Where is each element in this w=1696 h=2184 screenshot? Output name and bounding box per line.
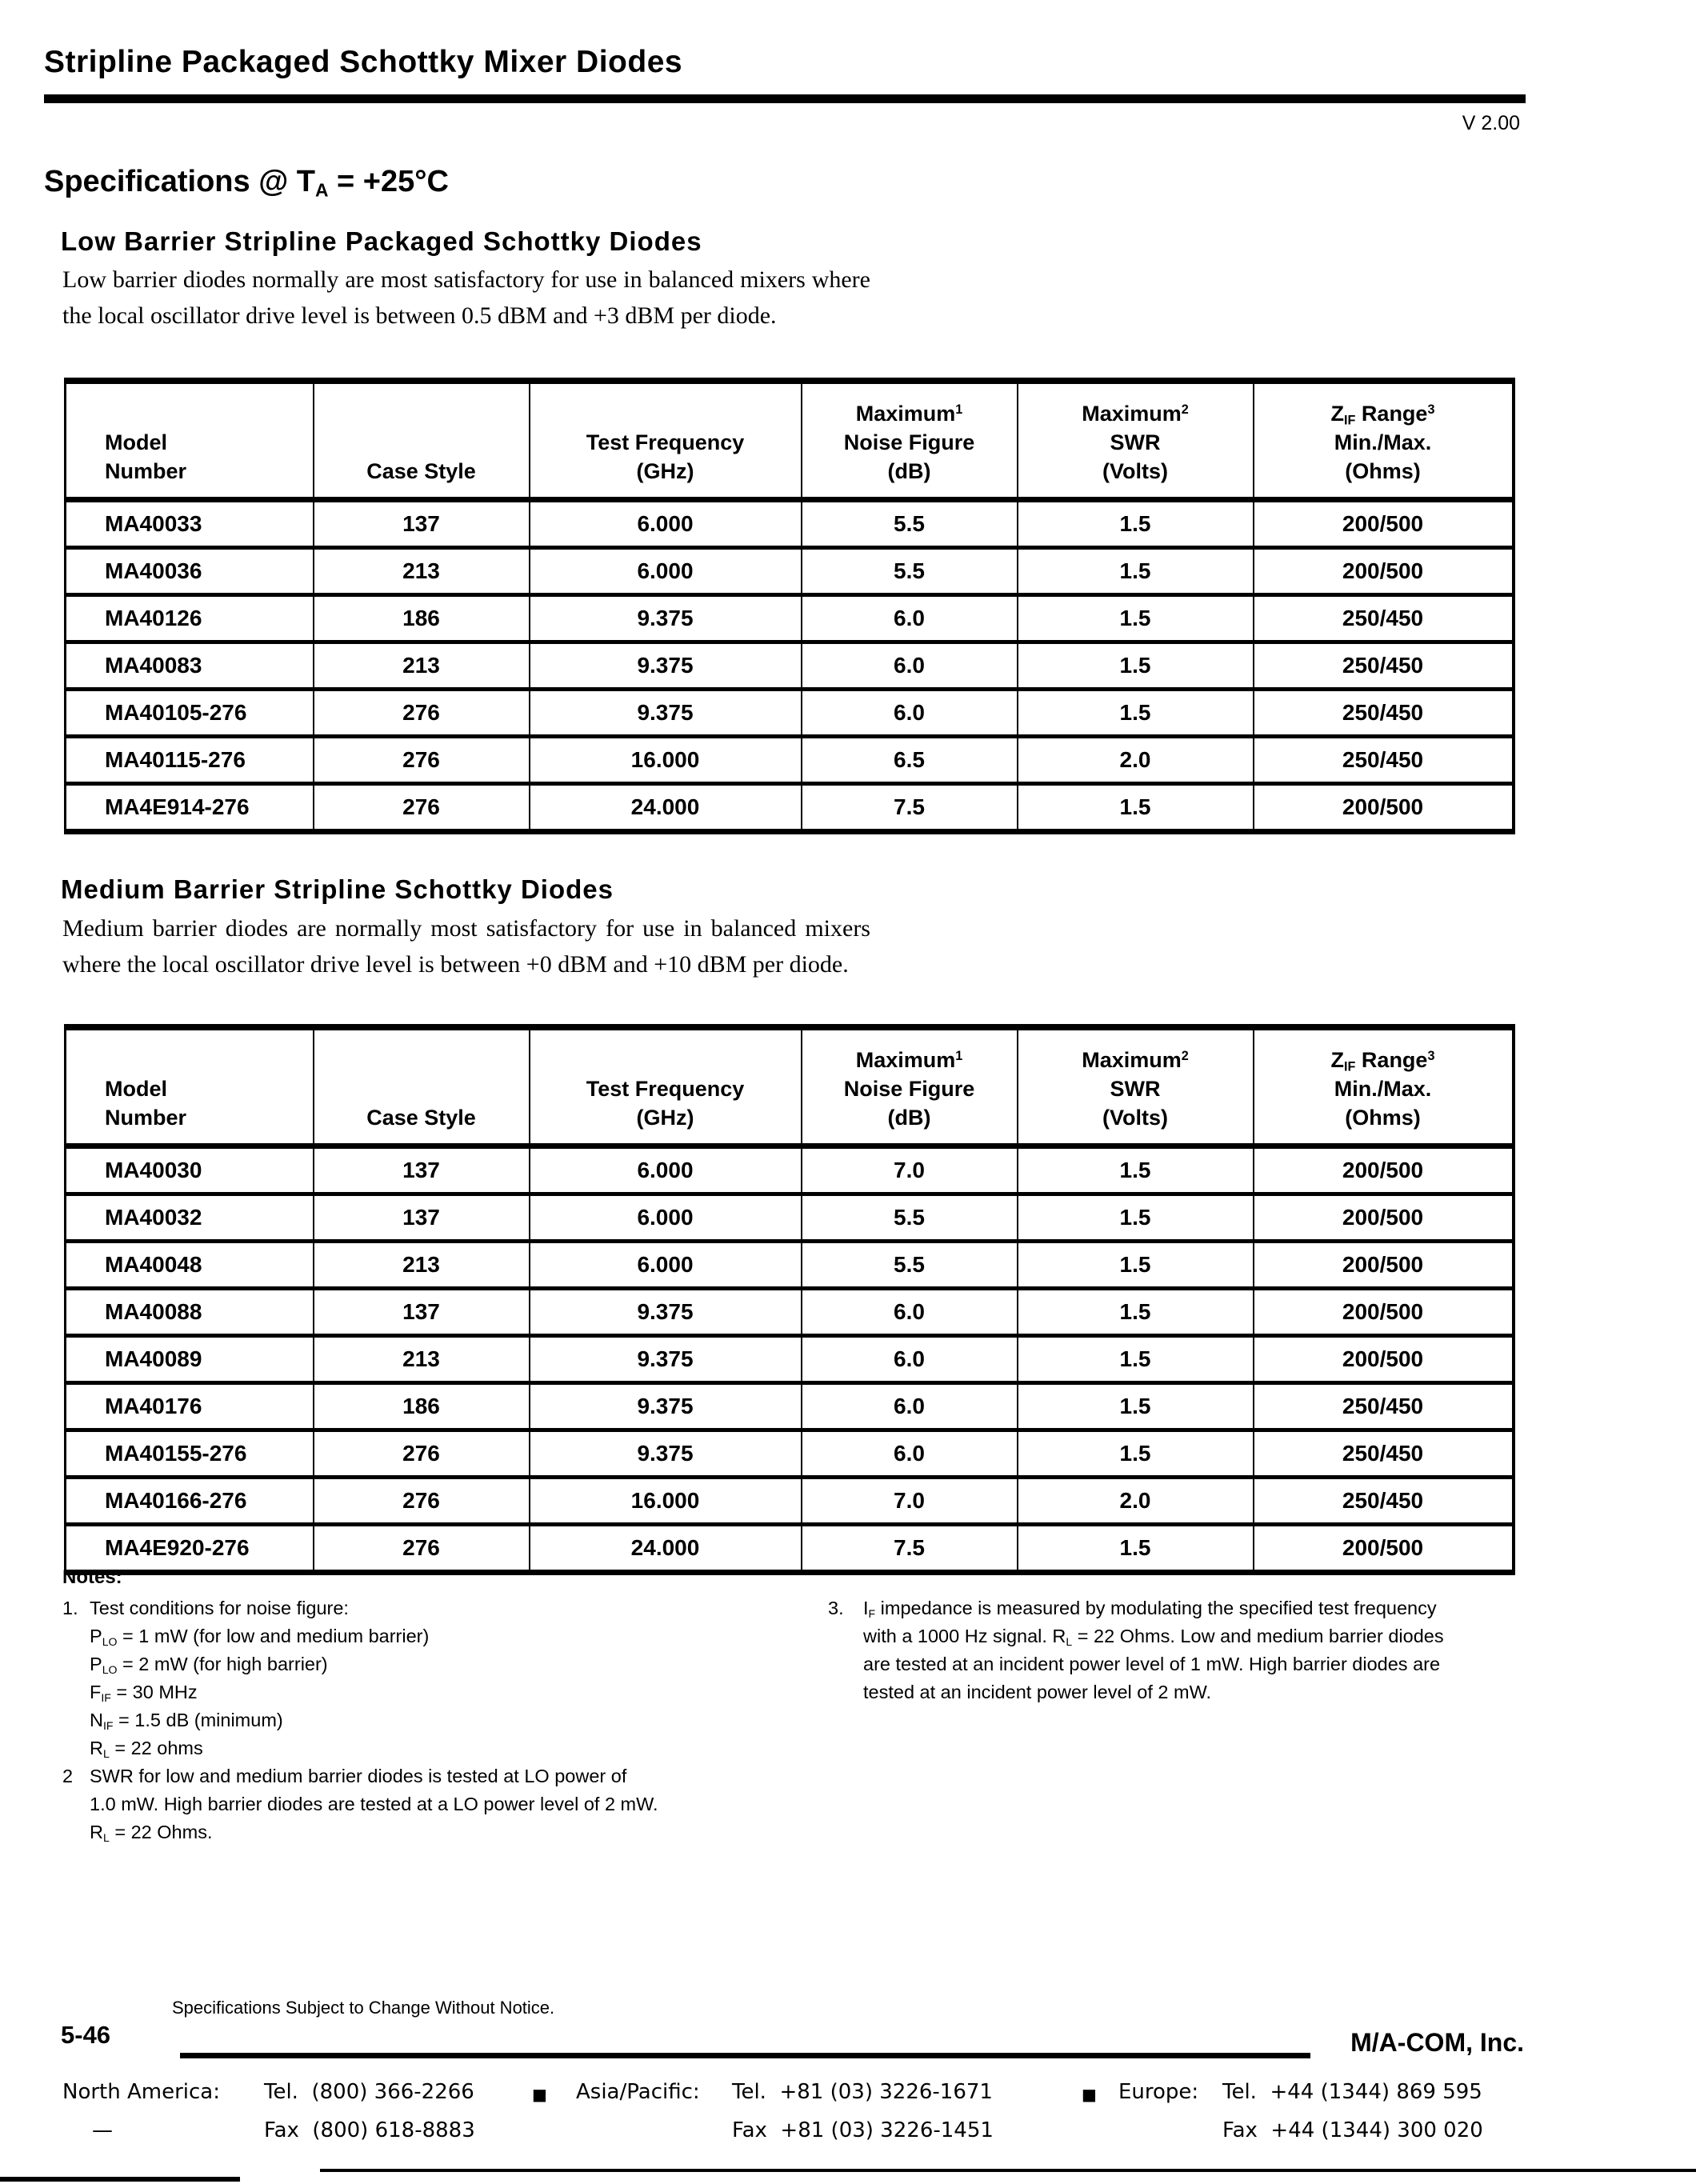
header-model-line1: Model bbox=[105, 430, 167, 454]
cell-zif-range: 250/450 bbox=[1254, 595, 1514, 642]
table-row bbox=[66, 642, 1514, 690]
column-header-zif-range bbox=[1254, 1027, 1514, 1146]
cell-zif-range: 250/450 bbox=[1254, 642, 1514, 690]
cell-case-style: 213 bbox=[314, 548, 530, 595]
company-name: M/A-COM, Inc. bbox=[1350, 2028, 1524, 2057]
cell-zif-range: 200/500 bbox=[1254, 500, 1514, 548]
header-swr-max: Maximum bbox=[1082, 1048, 1182, 1072]
cell-noise-figure: 7.5 bbox=[802, 784, 1018, 832]
cell-zif-range: 200/500 bbox=[1254, 1242, 1514, 1289]
header-nf-line3: (dB) bbox=[887, 1106, 931, 1130]
cell-noise-figure: 6.0 bbox=[802, 690, 1018, 737]
note-3-line4: tested at an incident power level of 2 mW. bbox=[863, 1682, 1211, 1702]
column-header-case-style: Case Style bbox=[314, 381, 530, 500]
cell-noise-figure: 7.0 bbox=[802, 1146, 1018, 1194]
cell-case-style: 137 bbox=[314, 1146, 530, 1194]
column-header-noise-figure bbox=[802, 381, 1018, 500]
header-freq-line1: Test Frequency bbox=[586, 1077, 745, 1101]
cell-model-number: MA40089 bbox=[66, 1336, 314, 1383]
header-zif-line3: (Ohms) bbox=[1345, 459, 1421, 483]
dash-north-america: — bbox=[92, 2118, 113, 2142]
column-header-test-frequency bbox=[530, 1027, 802, 1146]
cell-test-frequency: 6.000 bbox=[530, 1242, 802, 1289]
note-1-line-plo1: $P_{LO} = 1$ mW (for low and medium barrier) bbox=[90, 1626, 430, 1648]
note-1-text: Test conditions for noise figure: bbox=[90, 1598, 349, 1618]
medium-barrier-heading: Medium Barrier Stripline Schottky Diodes bbox=[61, 874, 614, 904]
cell-noise-figure: 6.0 bbox=[802, 595, 1018, 642]
cell-model-number: MA4E914-276 bbox=[66, 784, 314, 832]
version-label: V 2.00 bbox=[1462, 112, 1520, 134]
cell-noise-figure: 5.5 bbox=[802, 548, 1018, 595]
cell-swr: 1.5 bbox=[1018, 1525, 1254, 1573]
note-2-number: 2 bbox=[62, 1766, 74, 1786]
footer-rule bbox=[180, 2053, 1310, 2058]
cell-swr: 1.5 bbox=[1018, 1194, 1254, 1242]
low-barrier-table bbox=[64, 378, 1515, 834]
cell-noise-figure: 5.5 bbox=[802, 1194, 1018, 1242]
header-swr-footnote: 2 bbox=[1181, 1049, 1189, 1064]
header-zif-range: Range bbox=[1355, 1048, 1428, 1072]
cell-swr: 1.5 bbox=[1018, 548, 1254, 595]
column-header-case-style: Case Style bbox=[314, 1027, 530, 1146]
cell-model-number: MA40155-276 bbox=[66, 1430, 314, 1478]
table-row bbox=[66, 1525, 1514, 1573]
cell-test-frequency: 6.000 bbox=[530, 1194, 802, 1242]
table-row bbox=[66, 737, 1514, 784]
cell-noise-figure: 6.0 bbox=[802, 1430, 1018, 1478]
cell-case-style: 186 bbox=[314, 595, 530, 642]
header-zif-line3: (Ohms) bbox=[1345, 1106, 1421, 1130]
note-1-line-plo2: $P_{LO} = 2$ mW (for high barrier) bbox=[90, 1654, 328, 1676]
separator-square-icon: ■ bbox=[532, 2085, 547, 2104]
header-swr-line2: SWR bbox=[1110, 430, 1161, 454]
table-header-row bbox=[66, 1027, 1514, 1146]
header-zif-line2: Min./Max. bbox=[1334, 430, 1432, 454]
cell-test-frequency: 24.000 bbox=[530, 784, 802, 832]
cell-case-style: 137 bbox=[314, 1194, 530, 1242]
header-nf-footnote: 1 bbox=[955, 1049, 963, 1064]
table-row bbox=[66, 1336, 1514, 1383]
spec-heading-pre: Specifications @ T bbox=[44, 165, 316, 198]
cell-model-number: MA4E920-276 bbox=[66, 1525, 314, 1573]
cell-swr: 2.0 bbox=[1018, 1478, 1254, 1525]
medium-barrier-table bbox=[64, 1024, 1515, 1575]
table-row bbox=[66, 1478, 1514, 1525]
table-row bbox=[66, 784, 1514, 832]
cell-swr: 1.5 bbox=[1018, 1430, 1254, 1478]
cell-noise-figure: 7.5 bbox=[802, 1525, 1018, 1573]
column-header-model bbox=[66, 381, 314, 500]
table-row bbox=[66, 1383, 1514, 1430]
cell-zif-range: 200/500 bbox=[1254, 1336, 1514, 1383]
header-nf-max: Maximum bbox=[855, 402, 956, 426]
header-model-line1: Model bbox=[105, 1077, 167, 1101]
header-swr-footnote: 2 bbox=[1181, 402, 1189, 418]
note-3-line2: with a 1000 Hz signal. $R_L = 22$ Ohms. Low and medium barrier diodes bbox=[863, 1626, 1444, 1648]
cell-zif-range: 250/450 bbox=[1254, 1383, 1514, 1430]
cell-swr: 1.5 bbox=[1018, 784, 1254, 832]
tel-europe: Tel. +44 (1344) 869 595 bbox=[1222, 2080, 1482, 2104]
tel-north-america: Tel. (800) 366-2266 bbox=[264, 2080, 474, 2104]
cell-swr: 1.5 bbox=[1018, 595, 1254, 642]
cell-case-style: 276 bbox=[314, 1478, 530, 1525]
header-zif-range: Range bbox=[1355, 402, 1428, 426]
cell-test-frequency: 9.375 bbox=[530, 1336, 802, 1383]
column-header-model bbox=[66, 1027, 314, 1146]
fax-north-america: Fax (800) 618-8883 bbox=[264, 2118, 475, 2142]
page-bottom-edge-left bbox=[0, 2177, 240, 2182]
cell-zif-range: 200/500 bbox=[1254, 784, 1514, 832]
cell-model-number: MA40032 bbox=[66, 1194, 314, 1242]
column-header-noise-figure bbox=[802, 1027, 1018, 1146]
cell-swr: 1.5 bbox=[1018, 1242, 1254, 1289]
cell-case-style: 276 bbox=[314, 690, 530, 737]
spec-heading bbox=[44, 165, 449, 199]
fax-asia-pacific: Fax +81 (03) 3226-1451 bbox=[732, 2118, 994, 2142]
cell-noise-figure: 6.0 bbox=[802, 1383, 1018, 1430]
cell-zif-range: 200/500 bbox=[1254, 1289, 1514, 1336]
table-row bbox=[66, 1430, 1514, 1478]
cell-noise-figure: 6.0 bbox=[802, 642, 1018, 690]
note-2-line1: SWR for low and medium barrier diodes is tested at LO power of bbox=[90, 1766, 627, 1786]
medium-barrier-paragraph: Medium barrier diodes are normally most satisfactory for use in balanced mixers where the local oscillator drive level is between +0 dBM and +10 dBM per diode. bbox=[62, 915, 870, 978]
header-model-line2: Number bbox=[105, 1106, 187, 1130]
page-number: 5-46 bbox=[61, 2021, 111, 2049]
cell-test-frequency: 9.375 bbox=[530, 1430, 802, 1478]
cell-test-frequency: 6.000 bbox=[530, 1146, 802, 1194]
page-bottom-edge-right bbox=[320, 2169, 1696, 2172]
cell-swr: 1.5 bbox=[1018, 642, 1254, 690]
cell-zif-range: 250/450 bbox=[1254, 1478, 1514, 1525]
cell-test-frequency: 6.000 bbox=[530, 548, 802, 595]
cell-swr: 1.5 bbox=[1018, 1146, 1254, 1194]
spec-heading-sub: A bbox=[315, 179, 329, 201]
cell-noise-figure: 5.5 bbox=[802, 500, 1018, 548]
note-2 bbox=[62, 1762, 822, 1790]
cell-model-number: MA40036 bbox=[66, 548, 314, 595]
header-freq-line1: Test Frequency bbox=[586, 430, 745, 454]
cell-model-number: MA40030 bbox=[66, 1146, 314, 1194]
footer-notice: Specifications Subject to Change Without Notice. bbox=[172, 1998, 555, 2018]
cell-test-frequency: 6.000 bbox=[530, 500, 802, 548]
header-nf-footnote: 1 bbox=[955, 402, 963, 418]
low-barrier-paragraph: Low barrier diodes normally are most satisfactory for use in balanced mixers where the local oscillator drive level is between 0.5 dBM and +3 dBM per diode. bbox=[62, 266, 870, 329]
header-zif-footnote: 3 bbox=[1427, 1049, 1435, 1064]
header-freq-line2: (GHz) bbox=[636, 1106, 694, 1130]
header-nf-line2: Noise Figure bbox=[843, 430, 975, 454]
page-title: Stripline Packaged Schottky Mixer Diodes bbox=[44, 45, 683, 79]
cell-test-frequency: 9.375 bbox=[530, 1289, 802, 1336]
low-barrier-table-body bbox=[66, 500, 1514, 832]
note-3-line3: are tested at an incident power level of 1 mW. High barrier diodes are bbox=[863, 1654, 1441, 1674]
header-swr-line3: (Volts) bbox=[1102, 1106, 1168, 1130]
cell-noise-figure: 6.0 bbox=[802, 1289, 1018, 1336]
column-header-swr bbox=[1018, 381, 1254, 500]
cell-model-number: MA40105-276 bbox=[66, 690, 314, 737]
cell-case-style: 213 bbox=[314, 642, 530, 690]
table-row bbox=[66, 1289, 1514, 1336]
notes-title: Notes: bbox=[62, 1566, 122, 1588]
cell-case-style: 276 bbox=[314, 1430, 530, 1478]
note-1 bbox=[62, 1594, 822, 1622]
table-header-row bbox=[66, 381, 1514, 500]
table-row bbox=[66, 595, 1514, 642]
cell-case-style: 276 bbox=[314, 1525, 530, 1573]
cell-model-number: MA40115-276 bbox=[66, 737, 314, 784]
cell-model-number: MA40166-276 bbox=[66, 1478, 314, 1525]
cell-model-number: MA40048 bbox=[66, 1242, 314, 1289]
cell-swr: 1.5 bbox=[1018, 690, 1254, 737]
header-zif-line2: Min./Max. bbox=[1334, 1077, 1432, 1101]
cell-test-frequency: 24.000 bbox=[530, 1525, 802, 1573]
cell-model-number: MA40088 bbox=[66, 1289, 314, 1336]
cell-test-frequency: 9.375 bbox=[530, 1383, 802, 1430]
cell-case-style: 213 bbox=[314, 1336, 530, 1383]
header-swr-max: Maximum bbox=[1082, 402, 1182, 426]
note-2-line3: $R_L = 22$ Ohms. bbox=[90, 1822, 213, 1844]
table-row bbox=[66, 1242, 1514, 1289]
region-asia-pacific: Asia/Pacific: bbox=[576, 2080, 700, 2104]
note-3-number: 3. bbox=[828, 1598, 844, 1618]
cell-zif-range: 200/500 bbox=[1254, 1525, 1514, 1573]
header-swr-line2: SWR bbox=[1110, 1077, 1161, 1101]
tel-asia-pacific: Tel. +81 (03) 3226-1671 bbox=[732, 2080, 993, 2104]
header-zif-z: Z bbox=[1330, 402, 1345, 426]
low-barrier-heading: Low Barrier Stripline Packaged Schottky Diodes bbox=[61, 226, 702, 256]
column-header-test-frequency bbox=[530, 381, 802, 500]
note-3: 3. $I_F$ impedance is measured by modulating the specified test frequency bbox=[828, 1594, 1548, 1622]
note-1-number: 1. bbox=[62, 1598, 78, 1618]
cell-zif-range: 200/500 bbox=[1254, 548, 1514, 595]
cell-zif-range: 250/450 bbox=[1254, 690, 1514, 737]
header-zif-footnote: 3 bbox=[1427, 402, 1435, 418]
note-1-line-fif: $F_{IF} = 30$ MHz bbox=[90, 1682, 198, 1704]
cell-case-style: 276 bbox=[314, 737, 530, 784]
cell-test-frequency: 16.000 bbox=[530, 1478, 802, 1525]
cell-noise-figure: 7.0 bbox=[802, 1478, 1018, 1525]
cell-test-frequency: 16.000 bbox=[530, 737, 802, 784]
cell-case-style: 186 bbox=[314, 1383, 530, 1430]
separator-square-icon: ■ bbox=[1082, 2085, 1097, 2104]
note-1-line-nif: $N_{IF} = 1.5$ dB (minimum) bbox=[90, 1710, 283, 1732]
table-row bbox=[66, 500, 1514, 548]
cell-model-number: MA40083 bbox=[66, 642, 314, 690]
cell-case-style: 213 bbox=[314, 1242, 530, 1289]
cell-test-frequency: 9.375 bbox=[530, 595, 802, 642]
cell-zif-range: 200/500 bbox=[1254, 1146, 1514, 1194]
cell-zif-range: 250/450 bbox=[1254, 1430, 1514, 1478]
region-north-america: North America: bbox=[62, 2080, 220, 2104]
cell-noise-figure: 5.5 bbox=[802, 1242, 1018, 1289]
header-freq-line2: (GHz) bbox=[636, 459, 694, 483]
cell-zif-range: 200/500 bbox=[1254, 1194, 1514, 1242]
header-model-line2: Number bbox=[105, 459, 187, 483]
note-2-line2: 1.0 mW. High barrier diodes are tested at a LO power level of 2 mW. bbox=[90, 1794, 658, 1814]
table-row bbox=[66, 1194, 1514, 1242]
spec-heading-post: = +25°C bbox=[328, 165, 449, 198]
cell-noise-figure: 6.0 bbox=[802, 1336, 1018, 1383]
column-header-swr bbox=[1018, 1027, 1254, 1146]
header-zif-sub: IF bbox=[1344, 1059, 1356, 1074]
medium-barrier-table-body bbox=[66, 1146, 1514, 1573]
notes-right-column bbox=[828, 1594, 1548, 1706]
cell-test-frequency: 9.375 bbox=[530, 690, 802, 737]
cell-swr: 1.5 bbox=[1018, 1289, 1254, 1336]
cell-noise-figure: 6.5 bbox=[802, 737, 1018, 784]
cell-swr: 1.5 bbox=[1018, 1336, 1254, 1383]
table-row bbox=[66, 690, 1514, 737]
cell-swr: 2.0 bbox=[1018, 737, 1254, 784]
table-row bbox=[66, 1146, 1514, 1194]
column-header-zif-range bbox=[1254, 381, 1514, 500]
cell-test-frequency: 9.375 bbox=[530, 642, 802, 690]
cell-case-style: 276 bbox=[314, 784, 530, 832]
cell-model-number: MA40126 bbox=[66, 595, 314, 642]
cell-zif-range: 250/450 bbox=[1254, 737, 1514, 784]
header-zif-z: Z bbox=[1330, 1048, 1345, 1072]
cell-model-number: MA40033 bbox=[66, 500, 314, 548]
notes-left-column bbox=[62, 1594, 822, 1846]
note-1-line-rl: $R_L = 22$ ohms bbox=[90, 1738, 203, 1760]
fax-europe: Fax +44 (1344) 300 020 bbox=[1222, 2118, 1483, 2142]
table-row bbox=[66, 548, 1514, 595]
header-nf-line3: (dB) bbox=[887, 459, 931, 483]
header-zif-sub: IF bbox=[1344, 413, 1356, 428]
cell-case-style: 137 bbox=[314, 1289, 530, 1336]
header-swr-line3: (Volts) bbox=[1102, 459, 1168, 483]
cell-case-style: 137 bbox=[314, 500, 530, 548]
cell-swr: 1.5 bbox=[1018, 1383, 1254, 1430]
title-rule bbox=[44, 94, 1526, 103]
header-nf-max: Maximum bbox=[855, 1048, 956, 1072]
header-nf-line2: Noise Figure bbox=[843, 1077, 975, 1101]
cell-model-number: MA40176 bbox=[66, 1383, 314, 1430]
region-europe: Europe: bbox=[1118, 2080, 1199, 2104]
cell-swr: 1.5 bbox=[1018, 500, 1254, 548]
